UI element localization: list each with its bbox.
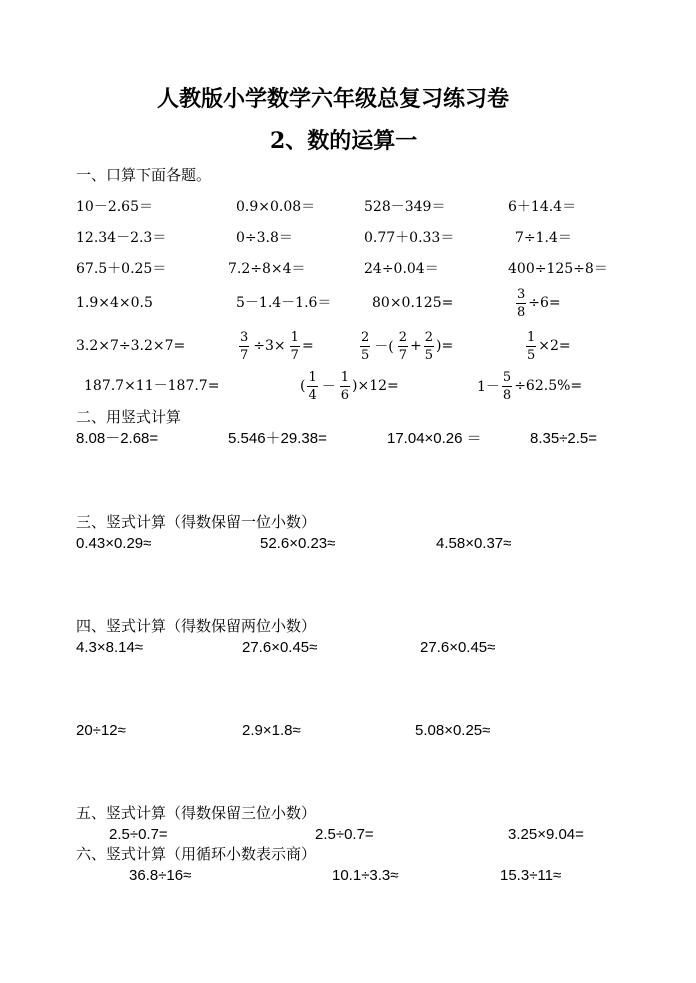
operator-text: － — [321, 379, 336, 395]
calc-item: 2.5÷0.7= — [109, 826, 168, 843]
calc-item: 8.35÷2.5= — [530, 430, 598, 447]
calc-item: 2.5÷0.7= — [315, 826, 374, 843]
oral-item: 187.7×11－187.7= — [84, 378, 220, 394]
operator-text: ( — [300, 378, 306, 394]
oral-item: 10－2.65＝ — [76, 199, 153, 215]
calc-item: 5.546＋29.38= — [228, 430, 327, 447]
fraction — [526, 331, 536, 362]
oral-item: 7.2÷8×4＝ — [228, 261, 306, 277]
oral-item: 12.34－2.3＝ — [76, 230, 167, 246]
operator-text: －( — [374, 339, 394, 355]
calc-item: 15.3÷11≈ — [500, 867, 562, 884]
calc-item: 20÷12≈ — [76, 722, 126, 739]
operator-text: )×12= — [352, 378, 399, 394]
denominator: 8 — [502, 387, 512, 403]
denominator: 7 — [240, 347, 249, 363]
numerator: 1 — [290, 329, 299, 345]
oral-item: 400÷125÷8＝ — [508, 261, 608, 277]
calc-item: 0.43×0.29≈ — [76, 535, 152, 552]
oral-fraction-item — [477, 364, 582, 408]
fraction — [340, 371, 350, 402]
denominator: 6 — [340, 387, 350, 403]
denominator: 7 — [290, 347, 299, 363]
denominator: 8 — [517, 304, 526, 320]
section-1-heading: 一、口算下面各题。 — [76, 166, 212, 184]
numerator: 2 — [424, 329, 434, 345]
oral-fraction-item — [300, 364, 399, 408]
oral-item: 3.2×7÷3.2×7= — [76, 338, 186, 354]
calc-item: 8.08－2.68= — [76, 430, 159, 447]
oral-item: 0.9×0.08＝ — [236, 199, 316, 215]
denominator: 7 — [398, 347, 408, 363]
page-title: 人教版小学数学六年级总复习练习卷 — [157, 86, 510, 112]
operator-text: 1－ — [477, 379, 500, 395]
oral-item: 0.77＋0.33＝ — [364, 230, 455, 246]
operator-text: )= — [436, 338, 454, 354]
oral-fraction-item — [514, 281, 561, 325]
calc-item: 4.3×8.14≈ — [76, 639, 144, 656]
oral-item: 5－1.4－1.6＝ — [236, 295, 332, 311]
denominator: 5 — [424, 347, 434, 363]
fraction — [290, 331, 300, 362]
calc-item: 27.6×0.45≈ — [420, 639, 496, 656]
numerator: 2 — [398, 329, 408, 345]
calc-item: 52.6×0.23≈ — [260, 535, 336, 552]
oral-item: 67.5＋0.25＝ — [76, 261, 167, 277]
operator-text: ÷6= — [528, 295, 561, 311]
fraction — [502, 371, 512, 402]
fraction — [307, 371, 317, 402]
oral-item: 6＋14.4＝ — [508, 199, 577, 215]
fraction — [360, 331, 370, 362]
operator-text: = — [301, 338, 314, 354]
section-3-heading: 三、竖式计算（得数保留一位小数） — [76, 513, 317, 531]
calc-item: 4.58×0.37≈ — [436, 535, 512, 552]
oral-item: 7÷1.4＝ — [515, 230, 572, 246]
numerator: 5 — [502, 369, 512, 385]
oral-item: 24÷0.04＝ — [364, 261, 439, 277]
oral-fraction-item — [524, 324, 571, 368]
oral-item: 528－349＝ — [364, 199, 446, 215]
calc-item: 10.1÷3.3≈ — [332, 867, 399, 884]
calc-item: 5.08×0.25≈ — [415, 722, 491, 739]
fraction — [424, 331, 434, 362]
numerator: 1 — [340, 369, 350, 385]
numerator: 3 — [240, 329, 249, 345]
calc-item: 27.6×0.45≈ — [242, 639, 318, 656]
page-subtitle: 2、数的运算一 — [270, 128, 418, 154]
fraction — [398, 331, 408, 362]
oral-item: 80×0.125= — [372, 295, 454, 311]
oral-fraction-item — [358, 324, 453, 368]
numerator: 1 — [308, 369, 317, 385]
numerator: 2 — [361, 329, 370, 345]
denominator: 5 — [361, 347, 370, 363]
operator-text: + — [410, 338, 422, 354]
section-6-heading: 六、竖式计算（用循环小数表示商） — [76, 845, 317, 863]
calc-item: 2.9×1.8≈ — [242, 722, 301, 739]
oral-item: 0÷3.8＝ — [236, 230, 293, 246]
operator-text: ÷62.5%= — [514, 378, 583, 394]
operator-text: ×2= — [538, 338, 571, 354]
fraction — [516, 288, 526, 319]
section-5-heading: 五、竖式计算（得数保留三位小数） — [76, 804, 317, 822]
operator-text: ÷3× — [253, 338, 286, 354]
section-2-heading: 二、用竖式计算 — [76, 408, 182, 426]
numerator: 1 — [527, 329, 536, 345]
denominator: 5 — [527, 347, 536, 363]
numerator: 3 — [517, 286, 526, 302]
calc-item: 36.8÷16≈ — [129, 867, 192, 884]
calc-item: 17.04×0.26 ＝ — [387, 430, 482, 447]
section-4-heading: 四、竖式计算（得数保留两位小数） — [76, 617, 317, 635]
oral-fraction-item — [237, 324, 314, 368]
oral-item: 1.9×4×0.5 — [76, 295, 153, 311]
denominator: 4 — [308, 387, 317, 403]
calc-item: 3.25×9.04= — [508, 826, 584, 843]
fraction — [239, 331, 249, 362]
